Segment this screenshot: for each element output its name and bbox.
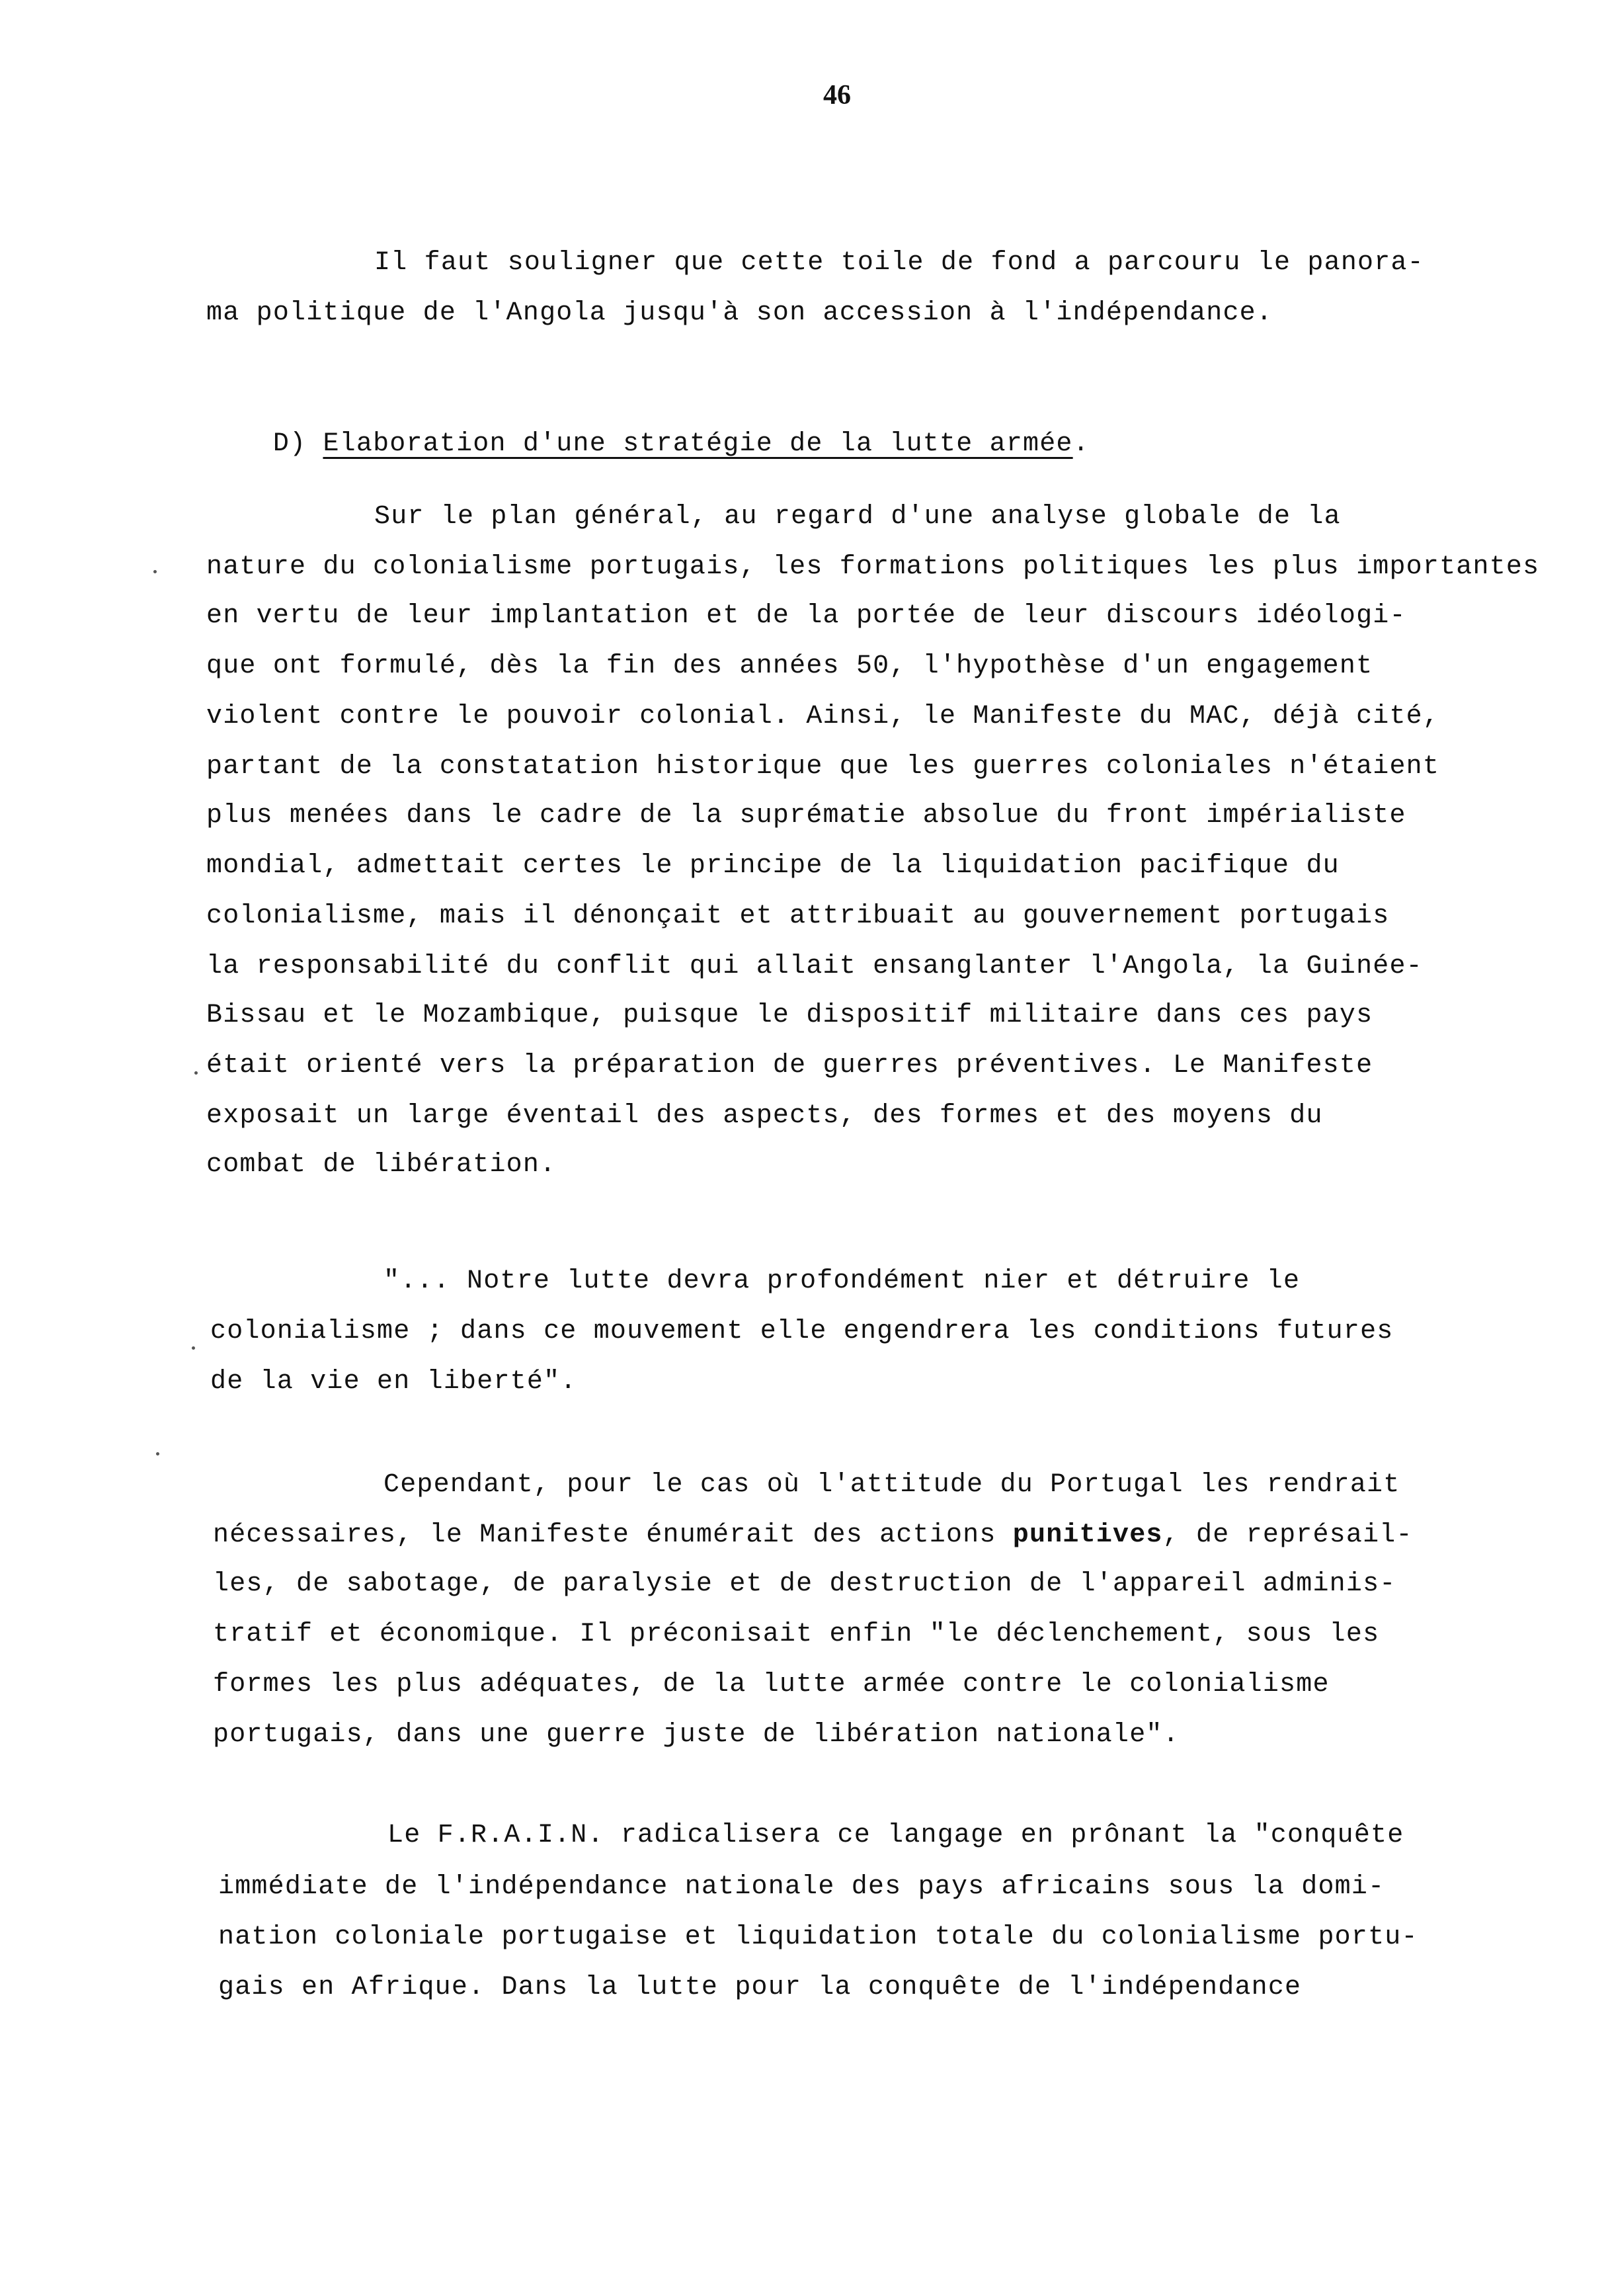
paragraph-4-line: gais en Afrique. Dans la lutte pour la conquête de l'indépendance [218,1973,1302,2002]
quote-line: "... Notre lutte devra profondément nier et détruire le [383,1266,1301,1296]
paragraph-3-text: nécessaires, le Manifeste énumérait des actions [213,1520,1013,1550]
paragraph-2-line: plus menées dans le cadre de la suprématie absolue du front impérialiste [206,801,1406,831]
paragraph-3-line: formes les plus adéquates, de la lutte armée contre le colonialisme [213,1670,1330,1700]
paragraph-3-line [213,1522,1413,1549]
page-number: 46 [823,80,851,110]
paragraph-2-line: partant de la constatation historique que les guerres coloniales n'étaient [206,752,1440,782]
section-heading [206,405,1090,484]
paragraph-2-line: combat de libération. [206,1150,557,1180]
paragraph-2-line: en vertu de leur implantation et de la portée de leur discours idéologi- [206,601,1406,631]
paragraph-2-line: colonialisme, mais il dénonçait et attribuait au gouvernement portugais [206,901,1390,931]
scan-speck [153,570,157,573]
paragraph-3-bold-word: punitives [1012,1520,1163,1550]
paragraph-2-line: violent contre le pouvoir colonial. Ainsi, le Manifeste du MAC, déjà cité, [206,702,1440,731]
paragraph-2-line: mondial, admettait certes le principe de la liquidation pacifique du [206,851,1340,881]
paragraph-4-line: immédiate de l'indépendance nationale des pays africains sous la domi- [218,1872,1385,1902]
paragraph-1-line: Il faut souligner que cette toile de fond a parcouru le panora- [374,248,1424,278]
paragraph-3-line: les, de sabotage, de paralysie et de destruction de l'appareil adminis- [213,1569,1396,1599]
paragraph-2-line: la responsabilité du conflit qui allait ensanglanter l'Angola, la Guinée- [206,952,1423,981]
paragraph-2-line: Sur le plan général, au regard d'une analyse globale de la [374,502,1341,532]
paragraph-1-line: ma politique de l'Angola jusqu'à son accession à l'indépendance. [206,298,1273,328]
paragraph-3-line: tratif et économique. Il préconisait enfin "le déclenchement, sous les [213,1620,1380,1649]
scan-speck [192,1346,195,1350]
quote-line: colonialisme ; dans ce mouvement elle engendrera les conditions futures [210,1317,1394,1346]
scan-speck [194,1071,198,1075]
paragraph-2-line: Bissau et le Mozambique, puisque le dispositif militaire dans ces pays [206,1001,1373,1030]
paragraph-3-line: Cependant, pour le cas où l'attitude du Portugal les rendrait [383,1470,1400,1500]
quote-line: de la vie en liberté". [210,1367,577,1397]
paragraph-2-line: exposait un large éventail des aspects, des formes et des moyens du [206,1101,1323,1131]
paragraph-2-line: était orienté vers la préparation de guerres préventives. Le Manifeste [206,1051,1373,1081]
scan-speck [156,1452,159,1456]
paragraph-2-line: que ont formulé, dès la fin des années 50, l'hypothèse d'un engagement [206,651,1373,681]
paragraph-2-line: nature du colonialisme portugais, les formations politiques les plus importantes [206,552,1540,582]
paragraph-4-line: nation coloniale portugaise et liquidation totale du colonialisme portu- [218,1922,1418,1952]
section-heading-title: Elaboration d'une stratégie de la lutte armée [323,429,1073,459]
section-heading-prefix: D) [272,429,323,459]
paragraph-3-text: , de représail- [1162,1520,1413,1550]
paragraph-4-line: Le F.R.A.I.N. radicalisera ce langage en prônant la "conquête [387,1821,1404,1850]
paragraph-3-line: portugais, dans une guerre juste de libération nationale". [213,1720,1180,1750]
section-heading-suffix: . [1072,429,1090,459]
